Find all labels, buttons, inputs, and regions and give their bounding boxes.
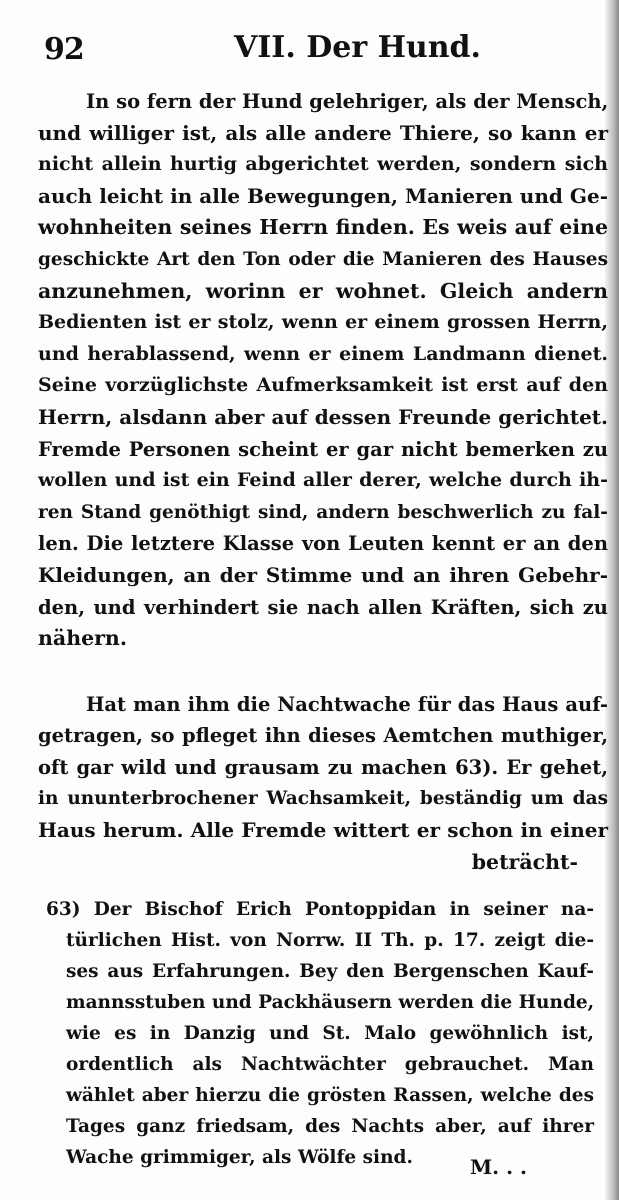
footnote-line: wählet aber hierzu die grösten Rassen, welche des <box>66 1085 594 1106</box>
footnote-line: 63) Der Bischof Erich Pontoppidan in seiner na- <box>46 899 594 920</box>
main-text <box>38 86 608 878</box>
text-line: und herablassend, wenn er einem Landmann dienet. <box>38 342 608 365</box>
text-line: oft gar wild und grausam zu machen 63). Er gehet, <box>38 755 608 779</box>
footnote-line: Wache grimmiger, als Wölfe sind. <box>66 1147 413 1168</box>
text-line: in ununterbrochener Wachsamkeit, beständig um das <box>38 788 608 810</box>
text-line: wohnheiten seines Herrn finden. Es weis auf eine <box>38 215 608 240</box>
text-line: nähern. <box>38 626 127 651</box>
footnote <box>46 894 595 1173</box>
paragraph-1 <box>38 86 608 655</box>
text-line: den, und verhindert sie nach allen Kräften, sich zu <box>38 595 608 619</box>
text-line: len. Die letztere Klasse von Leuten kennt er an den <box>38 532 608 556</box>
footnote-line: mannsstuben und Packhäusern werden die Hunde, <box>66 992 595 1013</box>
text-line: Fremde Personen scheint er gar nicht bemerken zu <box>38 437 608 461</box>
text-line: auch leicht in alle Bewegungen, Manieren und Ge- <box>38 183 608 208</box>
text-line: nicht allein hurtig abgerichtet werden, sondern sich <box>38 153 608 176</box>
page-number: 92 <box>44 32 84 67</box>
text-line: Bedienten ist er stolz, wenn er einem grossen Herrn, <box>38 311 608 334</box>
footnote-line: Tages ganz friedsam, des Nachts aber, auf ihrer <box>66 1116 594 1137</box>
catchword: M. . . <box>470 1155 527 1179</box>
running-title: VII. Der Hund. <box>234 30 481 65</box>
text-line: Seine vorzüglichste Aufmerksamkeit ist erst auf den <box>38 374 608 397</box>
text-line: und williger ist, als alle andere Thiere, so kann er <box>38 120 608 145</box>
text-line: Hat man ihm die Nachtwache für das Haus auf- <box>86 692 608 716</box>
text-line: geschickte Art den Ton oder die Manieren des Hauses <box>38 248 608 270</box>
footnote-line: ordentlich als Nachtwächter gebrauchet. Man <box>66 1054 594 1075</box>
text-line: ren Stand genöthigt sind, andern beschwerlich zu fal- <box>38 501 608 523</box>
text-line: beträcht- <box>471 849 578 874</box>
text-line: getragen, so pfleget ihn dieses Aemtchen muthiger, <box>38 724 608 748</box>
page-header <box>44 32 599 72</box>
text-line: In so fern der Hund gelehriger, als der Mensch, <box>86 90 609 113</box>
text-line: Herrn, alsdann aber auf dessen Freunde gerichtet. <box>38 404 608 429</box>
footnote-line: türlichen Hist. von Norrw. II Th. p. 17. zeigt die- <box>66 930 594 951</box>
paragraph-2 <box>38 689 608 879</box>
footnote-line: ses aus Erfahrungen. Bey den Bergenschen Kauf- <box>66 961 594 982</box>
text-line: Haus herum. Alle Fremde wittert er schon in einer <box>38 818 608 843</box>
text-line: anzunehmen, worinn er wohnet. Gleich andern <box>38 278 608 303</box>
text-line: wollen und ist ein Feind aller derer, welche durch ih- <box>38 469 608 492</box>
footnote-line: wie es in Danzig und St. Malo gewöhnlich ist, <box>66 1023 594 1044</box>
text-line: Kleidungen, an der Stimme und an ihren Gebehr- <box>38 562 608 587</box>
